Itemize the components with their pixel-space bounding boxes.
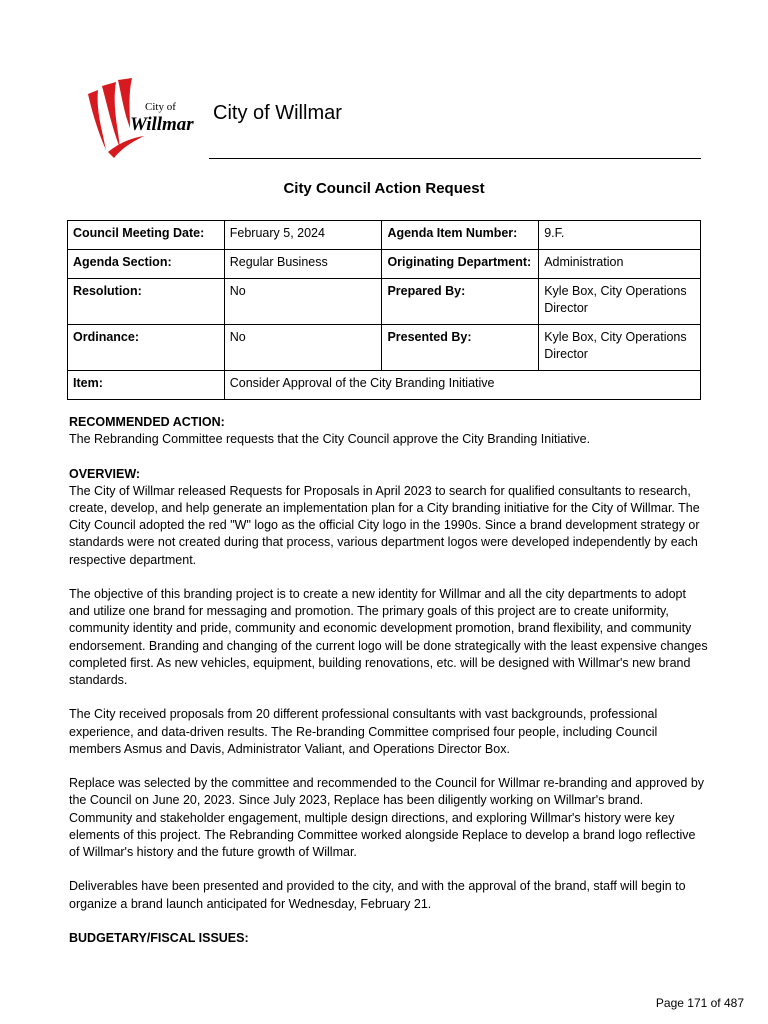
overview-paragraph-3: The City received proposals from 20 different professional consultants with vast backgrounds, professional experience, and data-driven results. The Re-branding Committee comprised four people, including Council members Asmus and Davis, Administrator Valiant, and Operations Director Box. <box>69 707 658 756</box>
header-divider <box>209 158 701 159</box>
document-title: City Council Action Request <box>283 180 485 197</box>
page-number: Page 171 of 487 <box>655 996 744 1010</box>
prepared-by-label: Prepared By: <box>382 279 539 325</box>
ordinance-value: No <box>224 325 382 371</box>
overview-heading: OVERVIEW: <box>69 466 141 481</box>
budgetary-fiscal-heading: BUDGETARY/FISCAL ISSUES: <box>69 931 249 945</box>
meeting-date-value: February 5, 2024 <box>224 221 382 250</box>
table-row <box>68 325 701 371</box>
item-value: Consider Approval of the City Branding Initiative <box>224 371 700 400</box>
prepared-by-value: Kyle Box, City Operations Director <box>539 279 701 325</box>
item-label: Item: <box>68 371 225 400</box>
overview-paragraph-2: The objective of this branding project is to create a new identity for Willmar and all the city departments to adopt and utilize one brand for messaging and promotion. The primary goals of this project are to create uniformity, community identity and pride, community and economic development promotion, brand flexibility, and community endorsement. Branding and changing of the current logo will be done strategically with the least expensive changes completed first. As new vehicles, equipment, building renovations, etc. will be designed with Willmar's new brand standards. <box>69 587 708 688</box>
overview-paragraph-5: Deliverables have been presented and provided to the city, and with the approval of the brand, staff will begin to organize a brand launch anticipated for Wednesday, February 21. <box>69 879 686 911</box>
city-logo <box>78 72 208 162</box>
agenda-section-value: Regular Business <box>224 250 382 279</box>
table-row <box>68 279 701 325</box>
table-row <box>68 221 701 250</box>
overview-paragraph-4: Replace was selected by the committee and recommended to the Council for Willmar re-branding and approved by the Council on June 20, 2023. Since July 2023, Replace has been diligently working on Willmar's brand. Community and stakeholder engagement, multiple design directions, and exploring Willmar's history were key elements of this project. The Rebranding Committee worked alongside Replace to develop a brand logo reflective of Willmar's history and the future growth of Willmar. <box>69 776 705 860</box>
svg-text:Willmar: Willmar <box>130 114 194 135</box>
agenda-item-label: Agenda Item Number: <box>382 221 539 250</box>
recommended-action-text: The Rebranding Committee requests that the City Council approve the City Branding Initiative. <box>69 432 591 447</box>
council-request-info-table <box>67 220 701 400</box>
presented-by-value: Kyle Box, City Operations Director <box>539 325 701 371</box>
recommended-action-heading: RECOMMENDED ACTION: <box>69 415 225 429</box>
overview-paragraph-1: The City of Willmar released Requests for Proposals in April 2023 to search for qualified consultants to research, create, develop, and help generate an implementation plan for a City branding initiative for the City of Willmar. The City Council adopted the red "W" logo as the official City logo in the 1990s. Since a brand development strategy or standards were not created during that process, various department logos were developed independently by each respective department. <box>69 483 700 567</box>
resolution-label: Resolution: <box>68 279 225 325</box>
meeting-date-label: Council Meeting Date: <box>68 221 225 250</box>
svg-text:City of: City of <box>145 101 176 113</box>
ordinance-label: Ordinance: <box>68 325 225 371</box>
document-body <box>69 414 709 947</box>
table-row <box>68 250 701 279</box>
table-row <box>68 371 701 400</box>
org-name: City of Willmar <box>213 102 342 124</box>
originating-department-value: Administration <box>539 250 701 279</box>
presented-by-label: Presented By: <box>382 325 539 371</box>
agenda-section-label: Agenda Section: <box>68 250 225 279</box>
willmar-w-logo-icon <box>78 72 208 162</box>
resolution-value: No <box>224 279 382 325</box>
originating-department-label: Originating Department: <box>382 250 539 279</box>
agenda-item-value: 9.F. <box>539 221 701 250</box>
